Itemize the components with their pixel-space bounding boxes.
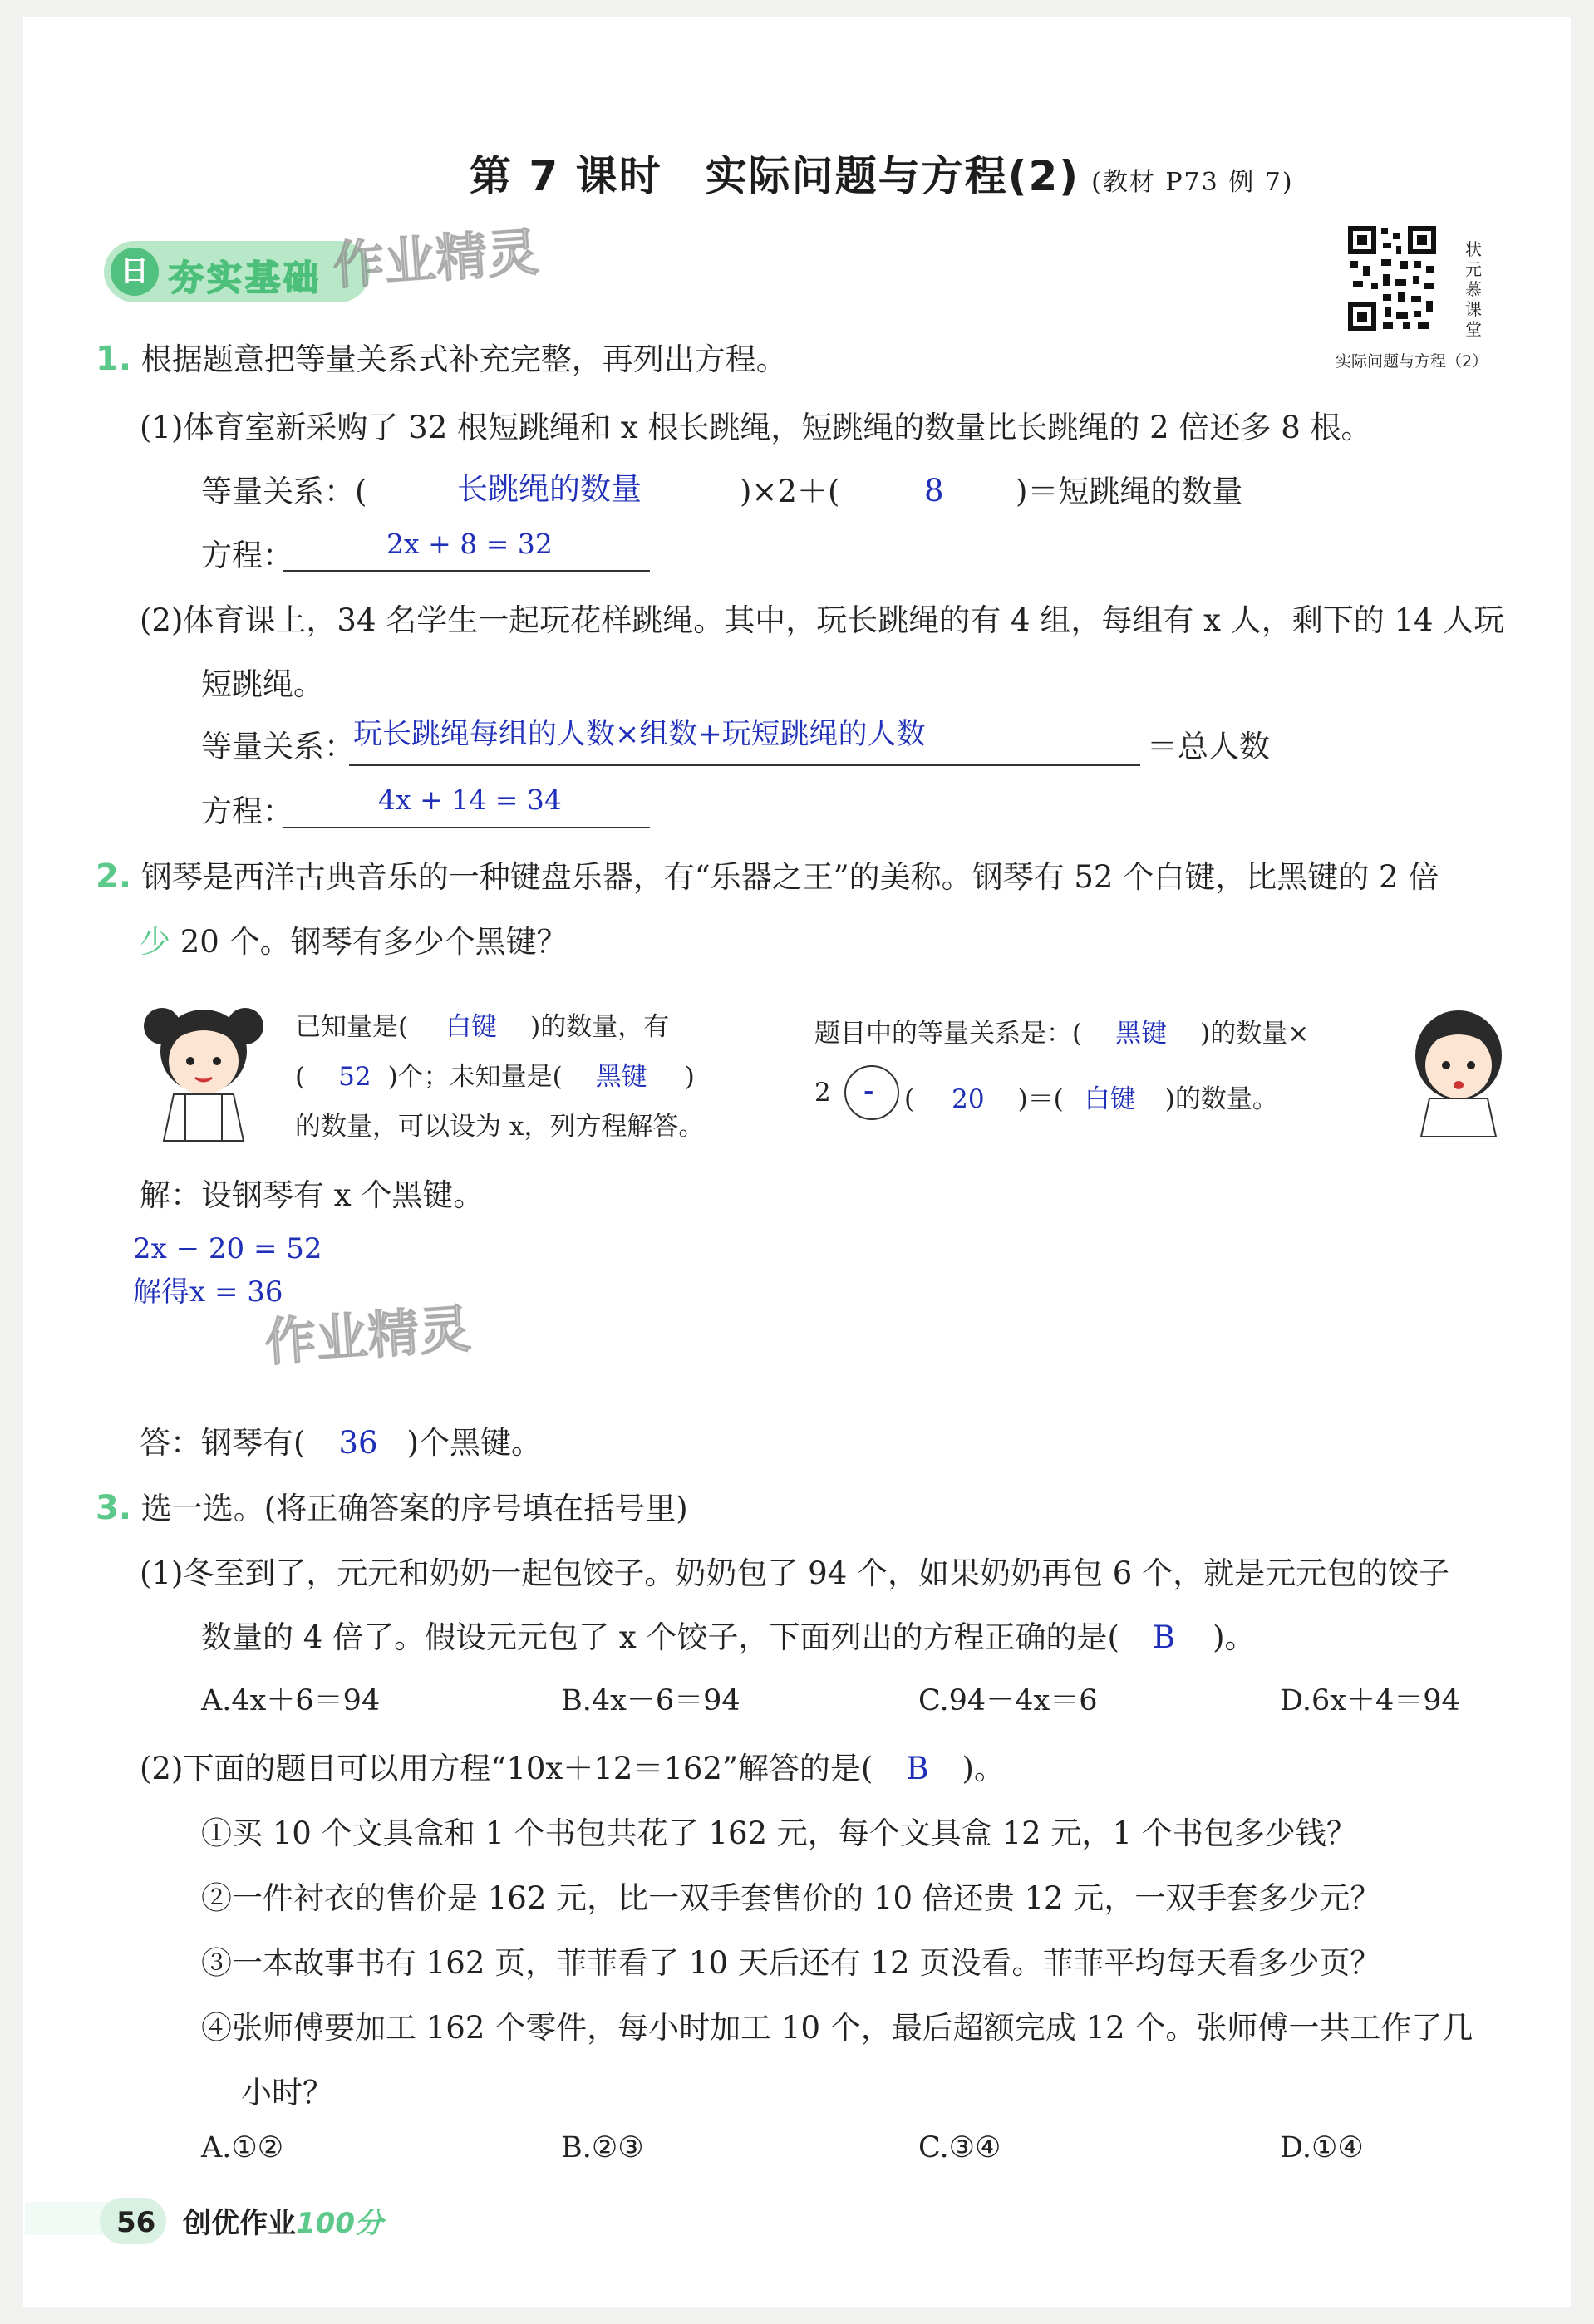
q2-hw-line2[interactable]: 解得x = 36 — [133, 1275, 283, 1309]
q3-p1-option-b[interactable]: B.4x－6＝94 — [561, 1684, 740, 1717]
q2-text-line2 — [140, 924, 568, 960]
page-number-badge — [100, 2198, 166, 2244]
q1-p2-answer[interactable]: 玩长跳绳每组的人数×组数+玩短跳绳的人数 — [353, 718, 926, 751]
right-bubble-l2c: )＝( — [1017, 1084, 1064, 1114]
left-bubble-l2b: )个；未知量是( — [387, 1062, 563, 1092]
left-bubble-answer-unknown[interactable]: 黑键 — [595, 1062, 647, 1092]
q2-answer — [140, 1425, 542, 1461]
q1-header — [96, 342, 787, 376]
q1-p2-equation[interactable]: 4x + 14 = 34 — [378, 784, 562, 816]
qr-caption: 实际问题与方程（2） — [1336, 352, 1488, 371]
right-bubble-l1a: 题目中的等量关系是：( — [814, 1019, 1083, 1049]
q3-p2-option-a[interactable]: A.①② — [201, 2131, 284, 2164]
q3-p1-option-a[interactable]: A.4x＋6＝94 — [201, 1684, 381, 1717]
left-bubble-l1b: )的数量，有 — [530, 1012, 670, 1042]
q1-number: 1. — [96, 340, 132, 378]
q1-prompt: 根据题意把等量关系式补充完整，再列出方程。 — [140, 341, 787, 377]
footer-brand-suffix: 100分 — [296, 2207, 383, 2240]
q3-p1-line2a: 数量的 4 倍了。假设元元包了 x 个饺子，下面列出的方程正确的是( — [201, 1619, 1119, 1655]
q3-p2-item-4-cont: 小时？ — [241, 2075, 333, 2110]
q1-p1-answer-a[interactable]: 长跳绳的数量 — [457, 471, 642, 507]
q2-number: 2. — [96, 857, 132, 896]
right-bubble-answer-white[interactable]: 白键 — [1084, 1084, 1136, 1114]
q3-p2-line — [140, 1753, 1005, 1784]
right-bubble-answer-black[interactable]: 黑键 — [1115, 1019, 1168, 1049]
right-bubble-line2-rest — [904, 1078, 1278, 1115]
qr-code-icon[interactable] — [1346, 224, 1438, 332]
q3-p2-option-d[interactable]: D.①④ — [1280, 2131, 1364, 2164]
left-bubble-l1a: 已知量是( — [295, 1012, 409, 1042]
girl-illustration-right — [1405, 1005, 1513, 1138]
right-bubble-l1b: )的数量× — [1200, 1019, 1310, 1049]
q3-p2-line-b: )。 — [962, 1751, 1005, 1786]
q2-answer-b: )个黑键。 — [406, 1425, 542, 1461]
q1-p2-tail: ＝总人数 — [1147, 729, 1270, 764]
page-number: 56 — [116, 2206, 156, 2239]
q1-p1-equation[interactable]: 2x + 8 = 32 — [386, 528, 553, 560]
q3-p2-item-1: ①买 10 个文具盒和 1 个书包共花了 162 元，每个文具盒 12 元，1 个书包多少钱？ — [201, 1815, 1357, 1851]
right-bubble-l2d: )的数量。 — [1164, 1084, 1278, 1114]
q2-text-line1-content: 钢琴是西洋古典音乐的一种键盘乐器，有“乐器之王”的美称。钢琴有 52 个白键，比黑键的 2 倍 — [140, 859, 1439, 895]
q2-text-line2-content: 20 个。钢琴有多少个黑键？ — [170, 924, 568, 960]
left-bubble-l2a: ( — [295, 1062, 306, 1092]
q2-answer-a: 答：钢琴有( — [140, 1425, 306, 1461]
page-title — [470, 143, 1294, 203]
q3-p1-line1: (1)冬至到了，元元和奶奶一起包饺子。奶奶包了 94 个，如果奶奶再包 6 个，就是元元包的饺子 — [140, 1555, 1450, 1591]
q3-p2-item-3: ③一本故事书有 162 页，菲菲看了 10 天后还有 12 页没看。菲菲平均每天看多少页？ — [201, 1945, 1381, 1981]
q1-p2-text-line1: (2)体育课上，34 名学生一起玩花样跳绳。其中，玩长跳绳的有 4 组，每组有 x 人，剩下的 14 人玩 — [140, 602, 1505, 638]
left-bubble-line3: 的数量，可以设为 x，列方程解答。 — [295, 1112, 705, 1142]
q1-p2-relation-label: 等量关系： — [201, 729, 355, 764]
title-note: (教材 P73 例 7) — [1091, 168, 1294, 197]
section-badge — [104, 241, 370, 302]
q3-p1-line2 — [201, 1619, 1256, 1655]
q3-prompt: 选一选。(将正确答案的序号填在括号里) — [140, 1491, 688, 1526]
watermark-top: 作业精灵 — [331, 221, 541, 297]
q1-p1-text: (1)体育室新采购了 32 根短跳绳和 x 根长跳绳，短跳绳的数量比长跳绳的 2 倍还多 8 根。 — [140, 410, 1372, 445]
q3-p1-option-c[interactable]: C.94－4x＝6 — [918, 1684, 1098, 1717]
q1-p2-text-line2: 短跳绳。 — [201, 666, 324, 702]
right-bubble-line1 — [814, 1012, 1309, 1049]
watermark-middle: 作业精灵 — [263, 1298, 473, 1373]
left-bubble-answer-count[interactable]: 52 — [338, 1062, 371, 1092]
right-bubble-answer-20[interactable]: 20 — [952, 1084, 985, 1114]
q1-p2-relation-line — [349, 764, 1140, 766]
q1-p1-equation-label: 方程： — [201, 538, 293, 573]
q3-number: 3. — [96, 1489, 132, 1527]
q1-p1-relation-label: 等量关系：( — [201, 474, 367, 509]
q3-p1-option-d[interactable]: D.6x＋4＝94 — [1280, 1684, 1460, 1717]
q1-p2-equation-line — [283, 827, 650, 828]
q3-p1-line2b: )。 — [1213, 1619, 1256, 1655]
q3-p2-line-a: (2)下面的题目可以用方程“10x＋12＝162”解答的是( — [140, 1751, 873, 1786]
q3-p1-answer[interactable]: B — [1152, 1619, 1176, 1655]
q1-p1-equation-line — [283, 570, 650, 572]
q3-p2-option-b[interactable]: B.②③ — [561, 2131, 644, 2164]
q3-p2-answer[interactable]: B — [906, 1751, 929, 1786]
q1-p1-tail: )＝短跳绳的数量 — [1016, 474, 1243, 509]
q3-p2-item-2: ②一件衬衣的售价是 162 元，比一双手套售价的 10 倍还贵 12 元，一双手套多少元？ — [201, 1880, 1381, 1916]
operator-answer[interactable]: - — [863, 1077, 874, 1106]
footer-brand-name: 创优作业 — [183, 2207, 296, 2240]
q2-green-word: 少 — [140, 924, 170, 960]
q1-p2-equation-label: 方程： — [201, 794, 293, 829]
right-bubble-l2a: 2 — [814, 1078, 831, 1108]
footer-brand — [183, 2200, 383, 2241]
q3-p2-item-4: ④张师傅要加工 162 个零件，每小时加工 10 个，最后超额完成 12 个。张师傅一共工作了几 — [201, 2010, 1473, 2046]
q2-hw-line1[interactable]: 2x − 20 = 52 — [133, 1232, 322, 1265]
q3-header — [96, 1491, 688, 1525]
left-bubble-l2c: ) — [684, 1062, 695, 1092]
girl-illustration-left — [137, 993, 270, 1142]
q1-p1-answer-b[interactable]: 8 — [924, 473, 944, 509]
left-bubble-answer-known[interactable]: 白键 — [445, 1012, 498, 1042]
q2-answer-value[interactable]: 36 — [338, 1425, 378, 1461]
q1-p1-mid: )×2＋( — [740, 474, 840, 509]
section-badge-label: 夯实基础 — [169, 258, 322, 298]
left-bubble-line1 — [295, 1005, 669, 1043]
q2-solution-label: 解：设钢琴有 x 个黑键。 — [140, 1177, 485, 1213]
title-text: 第 7 课时 实际问题与方程(2) — [470, 152, 1080, 200]
q3-p2-option-c[interactable]: C.③④ — [918, 2131, 1001, 2164]
sun-icon: 日 — [111, 248, 159, 296]
q2-text-line1 — [96, 857, 1439, 896]
qr-side-label: 状元慕课堂 — [1465, 239, 1482, 339]
left-bubble-line2 — [295, 1055, 695, 1093]
right-bubble-l2b: ( — [904, 1084, 915, 1114]
